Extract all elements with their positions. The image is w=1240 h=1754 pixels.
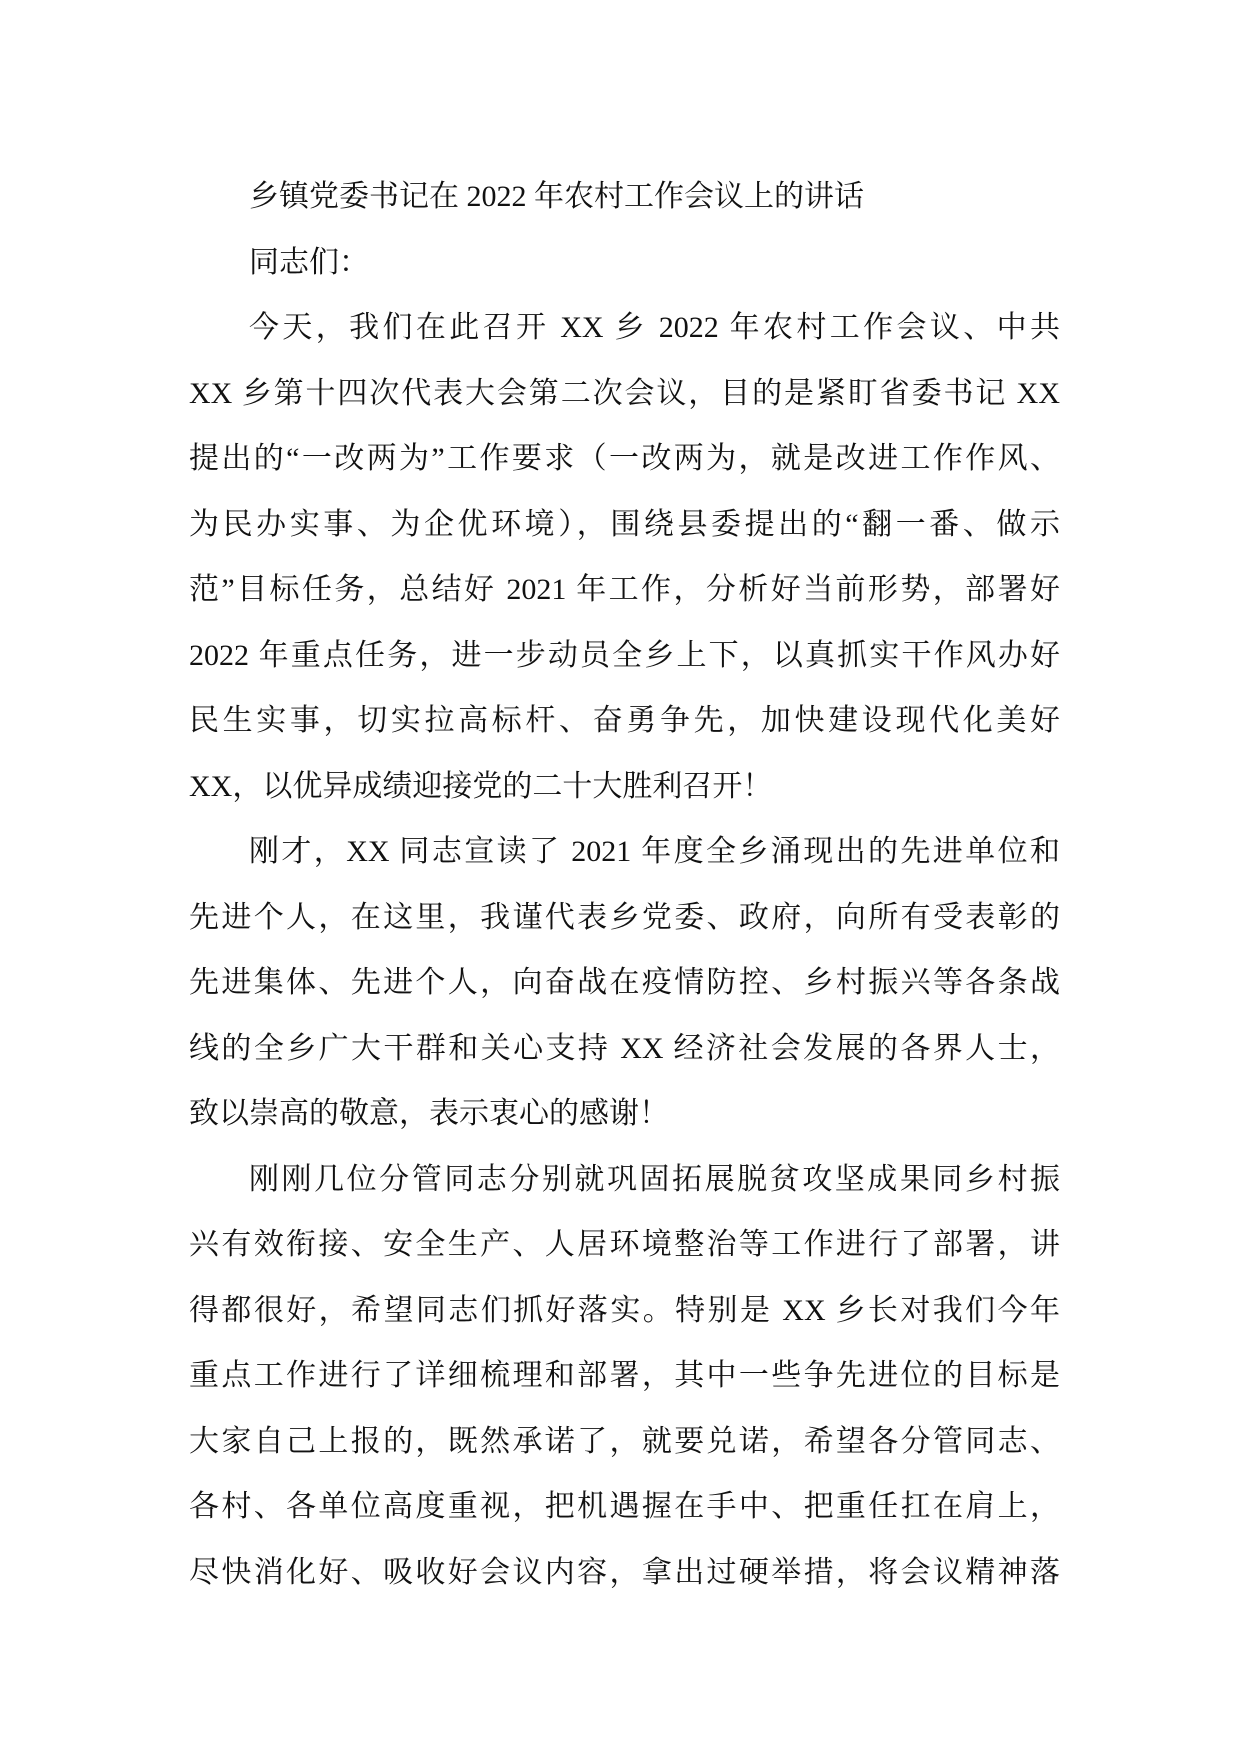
paragraph-line: 2022 年重点任务，进一步动员全乡上下，以真抓实干作风办好 <box>189 638 1060 672</box>
paragraph-line: 刚才，XX 同志宣读了 2021 年度全乡涌现出的先进单位和 <box>249 835 1060 868</box>
paragraph-line: 民生实事，切实拉高标杆、奋勇争先，加快建设现代化美好 <box>189 704 1060 737</box>
paragraph-line: 重点工作进行了详细梳理和部署，其中一些争先进位的目标是 <box>189 1359 1060 1392</box>
paragraph-line: 刚刚几位分管同志分别就巩固拓展脱贫攻坚成果同乡村振 <box>249 1162 1060 1196</box>
paragraph-line: 为民办实事、为企优环境），围绕县委提出的“翻一番、做示 <box>189 507 1060 541</box>
paragraph-line: 先进个人，在这里，我谨代表乡党委、政府，向所有受表彰的 <box>189 900 1060 934</box>
paragraph-line: 提出的“一改两为”工作要求（一改两为，就是改进工作作风、 <box>189 442 1060 475</box>
paragraph-line: 各村、各单位高度重视，把机遇握在手中、把重任扛在肩上， <box>189 1490 1060 1523</box>
paragraph-line: 先进集体、先进个人，向奋战在疫情防控、乡村振兴等各条战 <box>189 966 1060 999</box>
paragraph-3 <box>189 1147 1060 1606</box>
paragraph-2 <box>189 819 1060 1147</box>
salutation: 同志们： <box>249 245 369 279</box>
paragraph-1 <box>189 295 1060 819</box>
paragraph-line: 范”目标任务，总结好 2021 年工作，分析好当前形势，部署好 <box>189 573 1060 606</box>
paragraph-line: XX 乡第十四次代表大会第二次会议，目的是紧盯省委书记 XX <box>189 376 1060 410</box>
paragraph-line: 兴有效衔接、安全生产、人居环境整治等工作进行了部署，讲 <box>189 1228 1060 1261</box>
paragraph-line: 得都很好，希望同志们抓好落实。特别是 XX 乡长对我们今年 <box>189 1293 1060 1327</box>
paragraph-line: XX，以优异成绩迎接党的二十大胜利召开！ <box>189 769 773 803</box>
paragraph-line: 致以崇高的敬意，表示衷心的感谢！ <box>189 1097 669 1130</box>
document-body <box>189 164 1060 1605</box>
paragraph-line: 尽快消化好、吸收好会议内容，拿出过硬举措，将会议精神落 <box>189 1555 1060 1589</box>
paragraph-line: 今天，我们在此召开 XX 乡 2022 年农村工作会议、中共 <box>249 311 1060 344</box>
document-title: 乡镇党委书记在 2022 年农村工作会议上的讲话 <box>249 180 864 213</box>
paragraph-line: 大家自己上报的，既然承诺了，就要兑诺，希望各分管同志、 <box>189 1424 1060 1458</box>
paragraph-line: 线的全乡广大干群和关心支持 XX 经济社会发展的各界人士， <box>189 1031 1060 1065</box>
